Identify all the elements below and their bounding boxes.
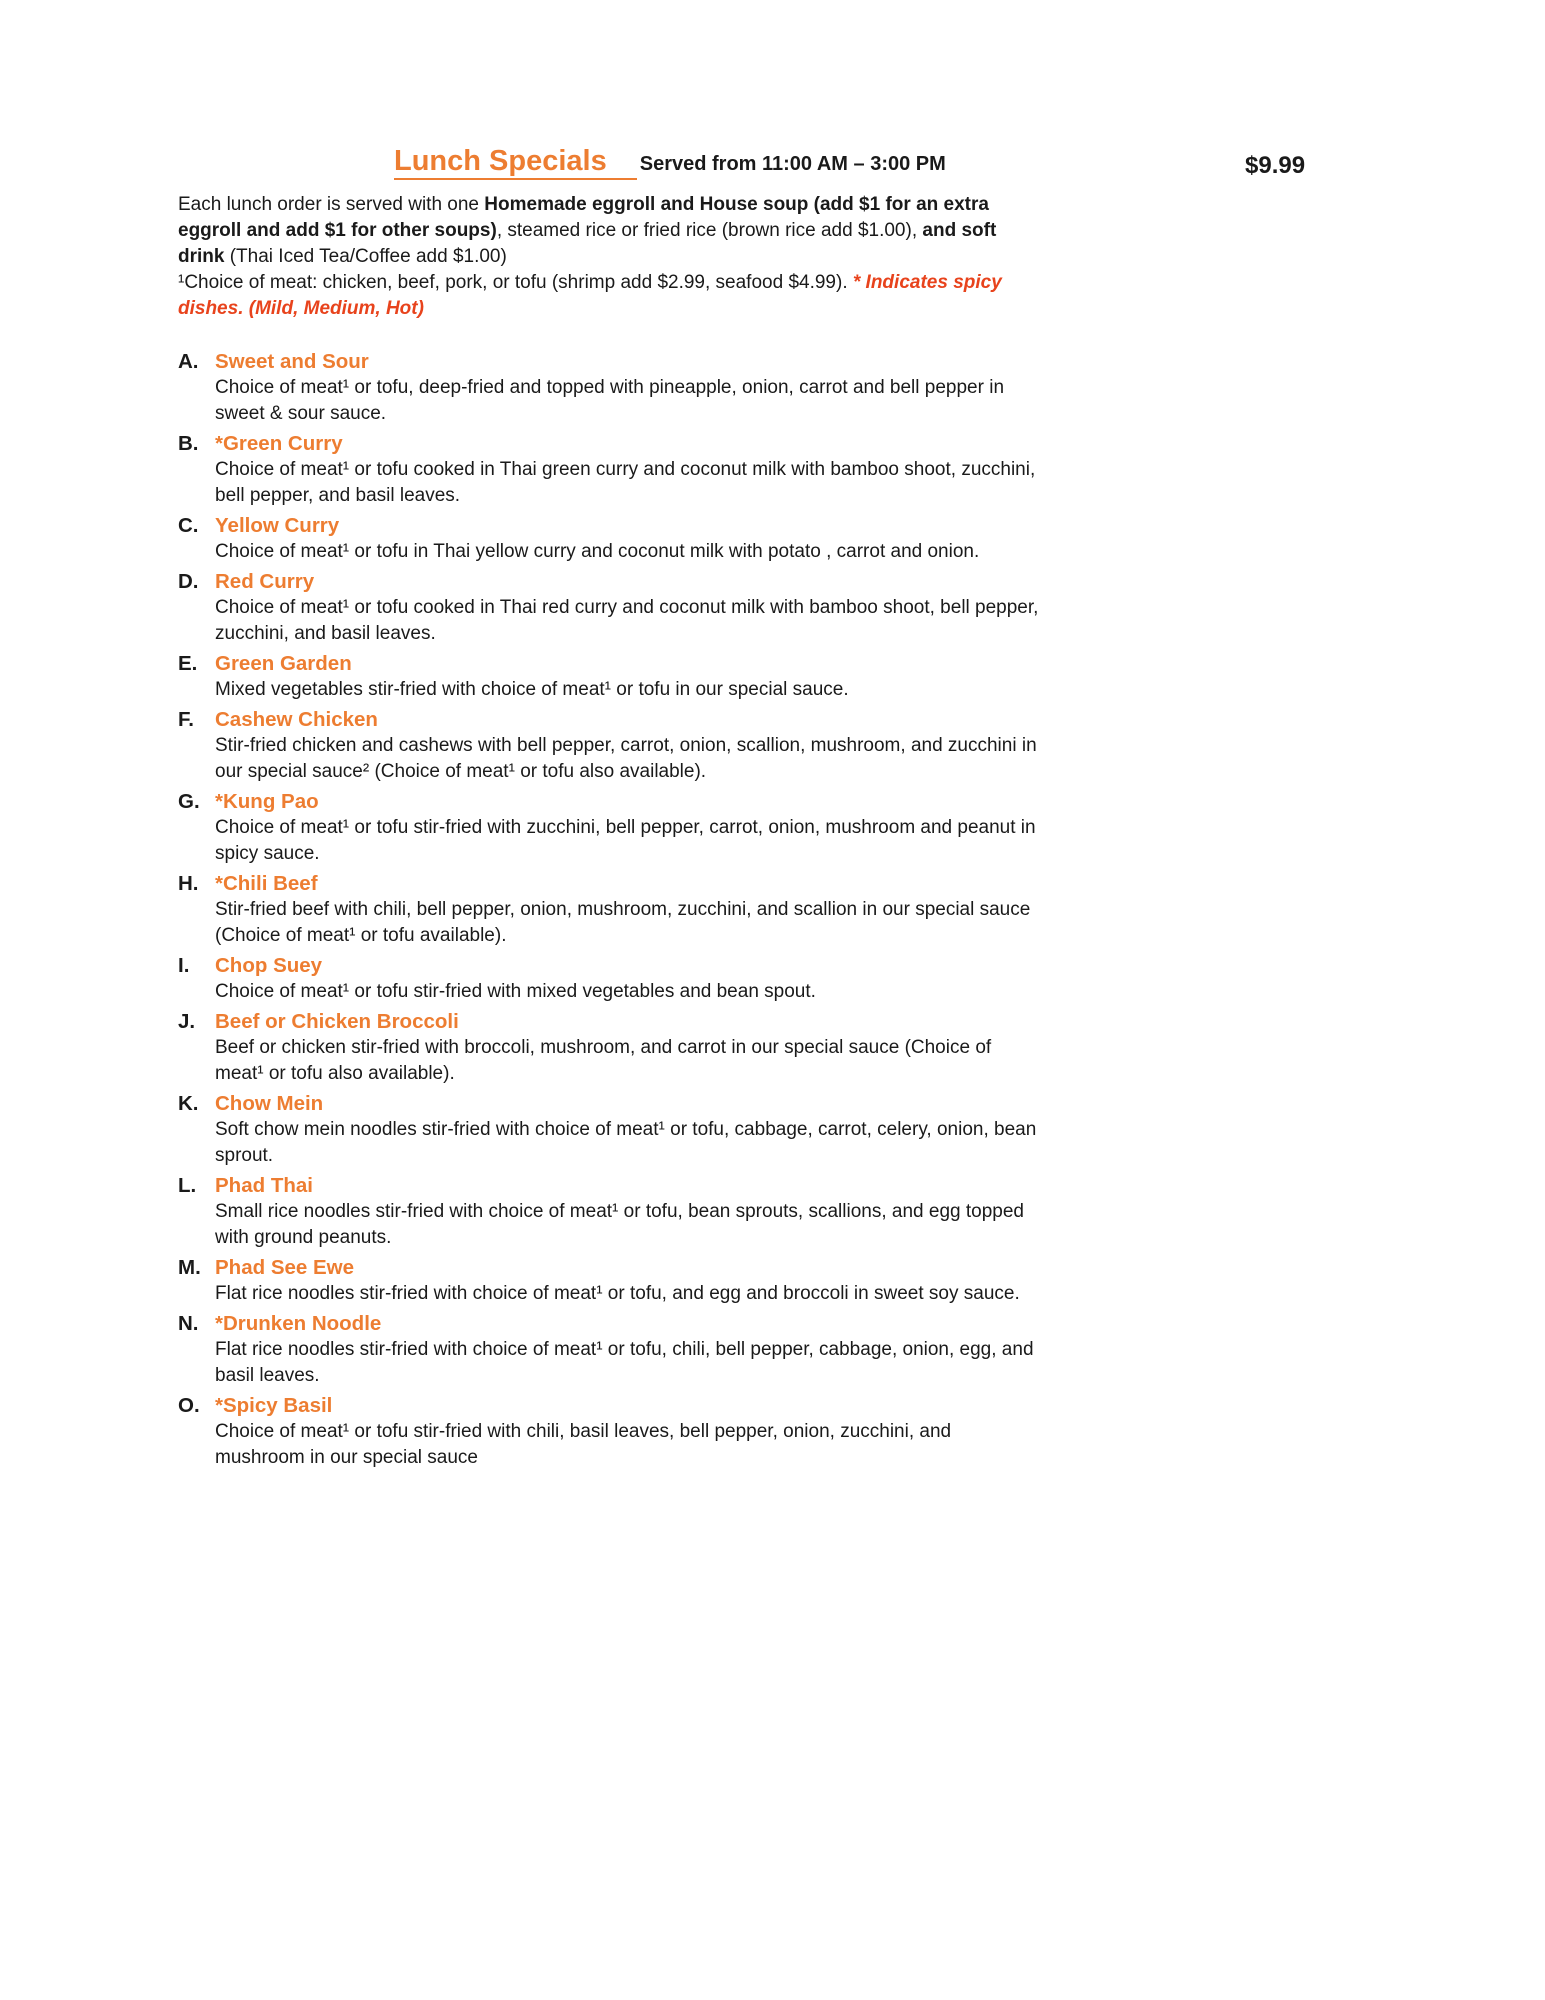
item-name: Cashew Chicken: [215, 707, 378, 731]
menu-item: [178, 1008, 1385, 1087]
menu-header: [178, 146, 1385, 180]
item-letter: C.: [178, 513, 199, 537]
item-letter: K.: [178, 1091, 199, 1115]
intro-bold-softdrink: and soft drink: [178, 219, 997, 267]
spicy-indicator-note: * Indicates spicy dishes. (Mild, Medium, Hot): [178, 271, 1002, 319]
item-letter: E.: [178, 651, 198, 675]
item-name: *Kung Pao: [215, 789, 319, 813]
item-name: Beef or Chicken Broccoli: [215, 1009, 459, 1033]
item-name: Yellow Curry: [215, 513, 340, 537]
intro-bold-inclusions: Homemade eggroll and House soup (add $1 for an extra eggroll and add $1 for other soups): [178, 193, 989, 241]
menu-item-heading: [178, 568, 1385, 595]
item-description: Choice of meat¹ or tofu cooked in Thai green curry and coconut milk with bamboo shoot, zucchini, bell pepper, and basil leaves.: [215, 458, 1036, 506]
item-description: Choice of meat¹ or tofu stir-fried with zucchini, bell pepper, carrot, onion, mushroom and peanut in spicy sauce.: [215, 816, 1036, 864]
menu-item: [178, 1172, 1385, 1251]
item-letter: N.: [178, 1311, 199, 1335]
menu-item-heading: [178, 1254, 1385, 1281]
item-letter: L.: [178, 1173, 197, 1197]
item-name: Green Garden: [215, 651, 352, 675]
price-label: $9.99: [1245, 151, 1306, 179]
menu-item-heading: [178, 512, 1385, 539]
item-description: Flat rice noodles stir-fried with choice of meat¹ or tofu, and egg and broccoli in sweet soy sauce.: [215, 1282, 1020, 1304]
item-letter: H.: [178, 871, 199, 895]
menu-item: [178, 512, 1385, 565]
page-title: Lunch Specials: [394, 146, 637, 180]
menu-item: [178, 650, 1385, 703]
item-letter: G.: [178, 789, 200, 813]
menu-item: [178, 348, 1385, 427]
menu-item: [178, 568, 1385, 647]
menu-item-heading: [178, 952, 1385, 979]
item-description: Small rice noodles stir-fried with choice of meat¹ or tofu, bean sprouts, scallions, and egg topped with ground peanuts.: [215, 1200, 1024, 1248]
item-letter: J.: [178, 1009, 196, 1033]
menu-item-heading: [178, 1172, 1385, 1199]
intro-text: Each lunch order is served with one: [178, 193, 485, 215]
item-name: Phad See Ewe: [215, 1255, 355, 1279]
intro-paragraph: [178, 192, 1038, 270]
item-description: Stir-fried beef with chili, bell pepper, onion, mushroom, zucchini, and scallion in our special sauce (Choice of meat¹ or tofu available).: [215, 898, 1031, 946]
item-description: Choice of meat¹ or tofu, deep-fried and topped with pineapple, onion, carrot and bell pepper in sweet & sour sauce.: [215, 376, 1005, 424]
item-letter: B.: [178, 431, 199, 455]
meat-choice-note: [178, 270, 1038, 322]
item-name: *Drunken Noodle: [215, 1311, 382, 1335]
menu-item-heading: [178, 348, 1385, 375]
menu-item: [178, 870, 1385, 949]
item-description: Stir-fried chicken and cashews with bell pepper, carrot, onion, scallion, mushroom, and zucchini in our special sauce² (Choice of meat¹ or tofu also available).: [215, 734, 1037, 782]
menu-item: [178, 1254, 1385, 1307]
menu-item-heading: [178, 650, 1385, 677]
menu-item-heading: [178, 1008, 1385, 1035]
item-description: Choice of meat¹ or tofu cooked in Thai red curry and coconut milk with bamboo shoot, bell pepper, zucchini, and basil leaves.: [215, 596, 1039, 644]
item-letter: I.: [178, 953, 190, 977]
item-letter: O.: [178, 1393, 200, 1417]
item-letter: M.: [178, 1255, 201, 1279]
menu-item-heading: [178, 706, 1385, 733]
menu-item: [178, 952, 1385, 1005]
menu-item-heading: [178, 788, 1385, 815]
meat-choice-text: ¹Choice of meat: chicken, beef, pork, or tofu (shrimp add $2.99, seafood $4.99).: [178, 271, 853, 293]
item-description: Soft chow mein noodles stir-fried with choice of meat¹ or tofu, cabbage, carrot, celery, onion, bean sprout.: [215, 1118, 1037, 1166]
item-description: Choice of meat¹ or tofu stir-fried with mixed vegetables and bean spout.: [215, 980, 816, 1002]
menu-item: [178, 788, 1385, 867]
item-name: Chop Suey: [215, 953, 323, 977]
item-description: Choice of meat¹ or tofu in Thai yellow curry and coconut milk with potato , carrot and onion.: [215, 540, 980, 562]
menu-item-list: [178, 348, 1385, 1471]
item-description: Choice of meat¹ or tofu stir-fried with chili, basil leaves, bell pepper, onion, zucchini, and mushroom in our special sauce: [215, 1420, 952, 1468]
menu-item-heading: [178, 1090, 1385, 1117]
intro-text: , steamed rice or fried rice (brown rice add $1.00),: [496, 219, 923, 241]
menu-item: [178, 1310, 1385, 1389]
intro-text: (Thai Iced Tea/Coffee add $1.00): [224, 245, 507, 267]
menu-item-heading: [178, 430, 1385, 457]
item-name: *Spicy Basil: [215, 1393, 333, 1417]
menu-item-heading: [178, 1392, 1385, 1419]
item-name: Sweet and Sour: [215, 349, 369, 373]
item-letter: D.: [178, 569, 199, 593]
item-description: Mixed vegetables stir-fried with choice of meat¹ or tofu in our special sauce.: [215, 678, 849, 700]
item-letter: F.: [178, 707, 194, 731]
menu-item-heading: [178, 1310, 1385, 1337]
menu-item: [178, 1090, 1385, 1169]
menu-item: [178, 706, 1385, 785]
menu-item-heading: [178, 870, 1385, 897]
served-hours: Served from 11:00 AM – 3:00 PM: [639, 153, 946, 175]
item-description: Flat rice noodles stir-fried with choice of meat¹ or tofu, chili, bell pepper, cabbage, onion, egg, and basil leaves.: [215, 1338, 1034, 1386]
item-name: Phad Thai: [215, 1173, 313, 1197]
item-name: Chow Mein: [215, 1091, 324, 1115]
menu-item: [178, 430, 1385, 509]
item-name: *Chili Beef: [215, 871, 318, 895]
item-name: Red Curry: [215, 569, 315, 593]
item-letter: A.: [178, 349, 199, 373]
menu-item: [178, 1392, 1385, 1471]
item-name: *Green Curry: [215, 431, 343, 455]
item-description: Beef or chicken stir-fried with broccoli, mushroom, and carrot in our special sauce (Choice of meat¹ or tofu also available).: [215, 1036, 992, 1084]
